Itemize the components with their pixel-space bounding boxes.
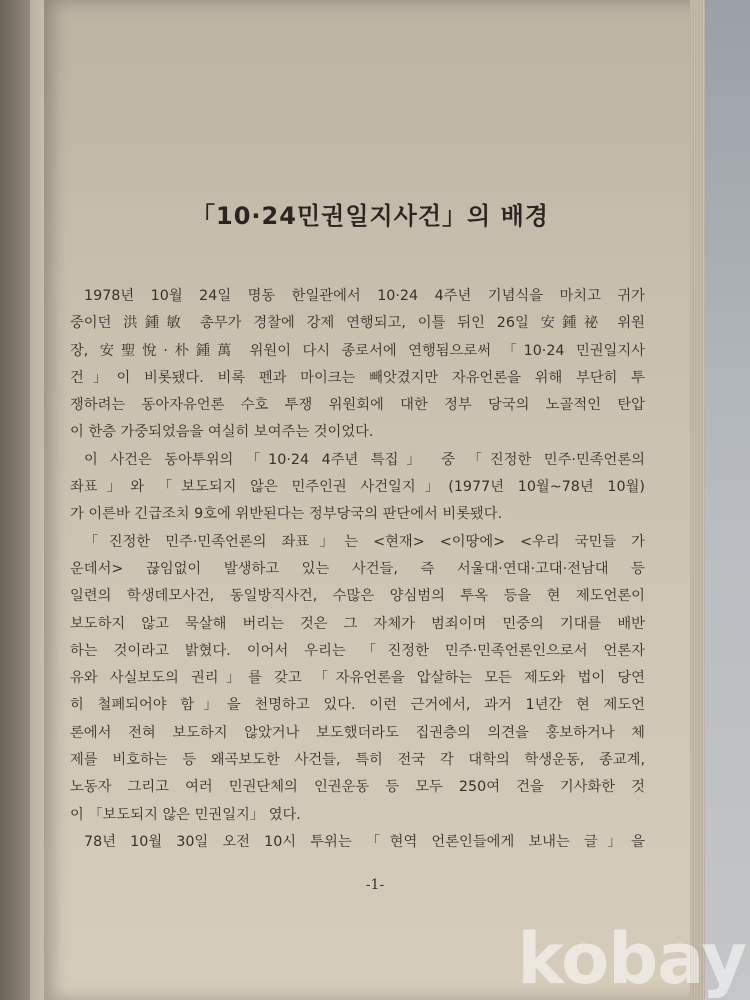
text-line: 운데서> 끊임없이 발생하고 있는 사건들, 즉 서울대·연대·고대·전남대 등 — [70, 560, 645, 577]
text-line: 노동자 그리고 여러 민권단체의 인권운동 등 모두 250여 건을 기사화한 것 — [70, 779, 645, 796]
text-line: 좌표」와 「보도되지 않은 민주인권 사건일지」(1977년 10월~78년 10월) — [70, 479, 645, 496]
watermark-logo: kobay — [517, 918, 746, 1000]
text-line: 중이던 洪鍾敏 총무가 경찰에 강제 연행되고, 이틀 뒤인 26일 安鍾祕 위원 — [70, 315, 645, 332]
text-line: 쟁하려는 동아자유언론 수호 투쟁 위원회에 대한 정부 당국의 노골적인 탄압 — [70, 397, 645, 414]
text-line: 「진정한 민주·민족언론의 좌표」는 <현재> <이땅에> <우리 국민들 가 — [84, 533, 645, 550]
text-line: 이 「보도되지 않은 민권일지」 였다. — [70, 806, 301, 823]
text-line: 78년 10월 30일 오전 10시 투위는 「현역 언론인들에게 보내는 글」을 — [84, 833, 645, 850]
text-line: 보도하지 않고 묵살해 버리는 것은 그 자체가 범죄이며 민중의 기대를 배반 — [70, 615, 645, 632]
text-line: 1978년 10월 24일 명동 한일관에서 10·24 4주년 기념식을 마치고 귀가 — [84, 288, 645, 304]
text-line: 이 한층 가중되었음을 여실히 보여주는 것이었다. — [70, 424, 374, 441]
text-line: 제를 비호하는 등 왜곡보도한 사건들, 특히 전국 각 대학의 학생운동, 종교계, — [70, 752, 645, 769]
facing-page-sliver — [0, 0, 30, 1000]
text-line: 하는 것이라고 밝혔다. 이어서 우리는 「진정한 민주·민족언론인으로서 언론자 — [70, 642, 645, 659]
text-line: 론에서 전혀 보도하지 않았거나 보도했더라도 집권층의 의견을 홍보하거나 체 — [70, 724, 645, 741]
text-line: 히 철폐되어야 함」을 천명하고 있다. 이런 근거에서, 과거 1년간 현 제도언 — [70, 697, 645, 714]
text-line: 이 사건은 동아투위의 「10·24 4주년 특집」 중 「진정한 민주·민족언론의 — [84, 451, 645, 468]
text-line: 유와 사실보도의 권리」를 갖고 「자유언론을 압살하는 모든 제도와 법이 당연 — [70, 670, 645, 687]
background-surface — [705, 0, 750, 1000]
text-line: 건」이 비롯됐다. 비록 펜과 마이크는 빼앗겼지만 자유언론을 위해 부단히 투 — [70, 369, 645, 386]
body-text — [70, 283, 645, 856]
text-line: 장, 安聖悅·朴鍾萬 위원이 다시 종로서에 연행됨으로써 「10·24 민권일지사 — [70, 342, 645, 359]
text-line: 가 이른바 긴급조치 9호에 위반된다는 정부당국의 판단에서 비롯됐다. — [70, 506, 503, 523]
page-number: -1- — [365, 877, 385, 893]
page-title: 「10·24민권일지사건」의 배경 — [191, 202, 549, 230]
text-line: 일련의 학생데모사건, 동일방직사건, 수많은 양심범의 투옥 등을 현 제도언론이 — [70, 588, 645, 605]
